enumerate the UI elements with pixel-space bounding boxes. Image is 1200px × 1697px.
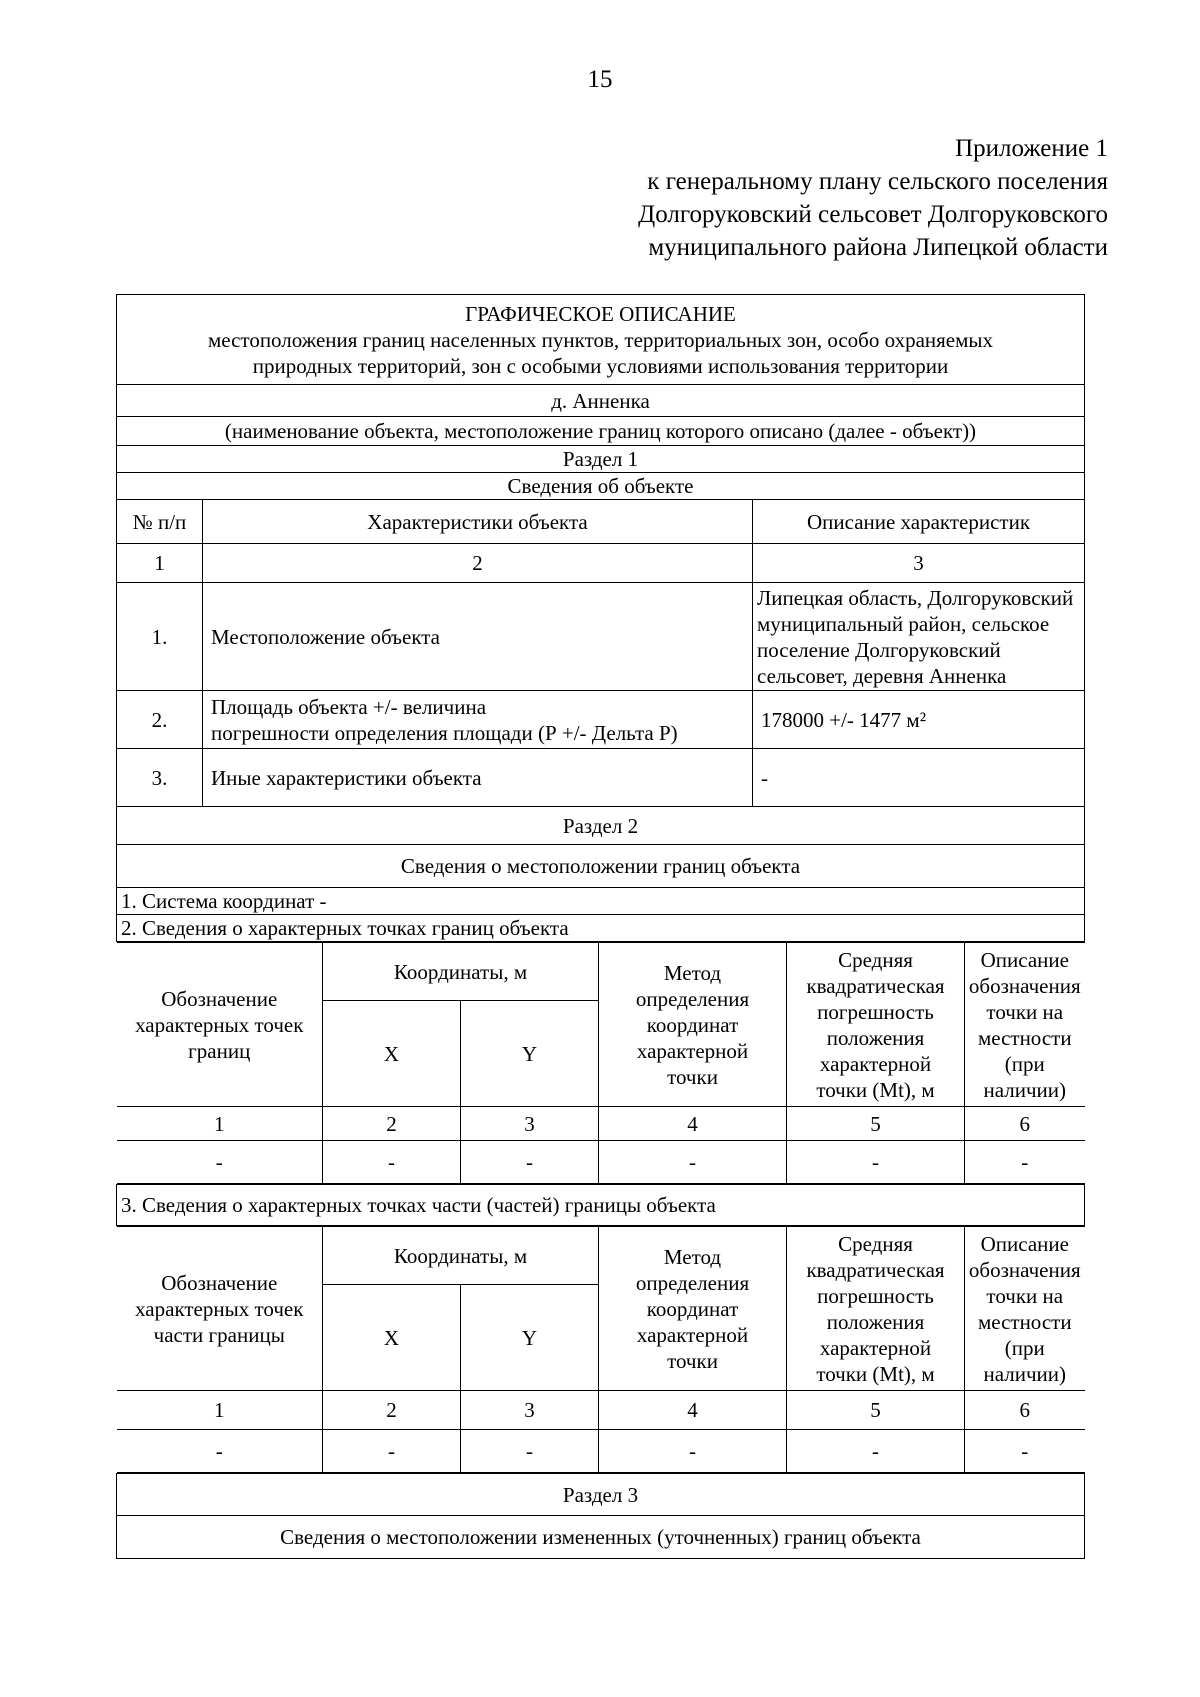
header-line: квадратическая (806, 1257, 945, 1282)
header-line: части границы (153, 1322, 285, 1347)
appendix-line: Приложение 1 (955, 135, 1108, 162)
cell: - (599, 1141, 787, 1184)
row-number: 2. (117, 691, 203, 749)
col-header-description: Описание характеристик (753, 500, 1085, 544)
header-line: точки (Mt), м (816, 1077, 935, 1102)
section-subtitle: Сведения об объекте (117, 473, 1085, 500)
header-line: определения (635, 986, 750, 1011)
col-number: 2 (203, 544, 753, 583)
th-coordinates: Координаты, м (323, 1227, 599, 1285)
header-line: наличии) (983, 1361, 1067, 1386)
table-row (117, 1141, 1085, 1184)
description-line: Липецкая область, Долгоруковский (757, 585, 1074, 610)
cell: - (787, 1430, 965, 1473)
col-number: 5 (787, 1107, 965, 1141)
appendix-block (638, 132, 1108, 264)
section-title: Раздел 3 (117, 1474, 1085, 1516)
cell: - (323, 1141, 461, 1184)
description-line: муниципальный район, сельское (757, 611, 1050, 636)
col-number: 1 (117, 544, 203, 583)
header-line: положения (826, 1309, 925, 1334)
col-number: 1 (117, 1107, 323, 1141)
col-number: 6 (965, 1391, 1085, 1430)
object-name: д. Анненка (117, 385, 1085, 417)
th-x: X (323, 1001, 461, 1107)
cell: - (323, 1430, 461, 1473)
header-line: характерных точек (135, 1012, 304, 1037)
page-number: 15 (587, 66, 613, 93)
header-line: местности (при (977, 1309, 1072, 1360)
th-error (787, 1227, 965, 1391)
header-line: Средняя (838, 1231, 913, 1256)
object-caption: (наименование объекта, местоположение границ которого описано (далее - объект)) (117, 417, 1085, 446)
section-subtitle: Сведения о местоположении измененных (уточненных) границ объекта (117, 1516, 1085, 1559)
header-line: точки (667, 1348, 718, 1373)
header-line: местности (при (977, 1025, 1072, 1076)
col-number: 3 (461, 1107, 599, 1141)
appendix-line: к генеральному плану сельского поселения (647, 168, 1108, 195)
header-line: Обозначение (161, 986, 278, 1011)
header-line: характерной (819, 1051, 932, 1076)
col-number: 6 (965, 1107, 1085, 1141)
header-line: погрешность (817, 999, 934, 1024)
document-subtitle: природных территорий, зон с особыми условиями использования территории (252, 353, 949, 378)
col-number: 3 (461, 1391, 599, 1430)
table-row (117, 583, 1085, 691)
cell: - (117, 1430, 323, 1473)
document-header (117, 295, 1085, 385)
header-line: характерной (636, 1038, 749, 1063)
header-line: точки на (986, 999, 1064, 1024)
appendix-line: Долгоруковский сельсовет Долгоруковского (638, 201, 1108, 228)
th-error (787, 943, 965, 1107)
description-line: сельсовет, деревня Анненка (757, 663, 1007, 688)
header-line: координат (646, 1012, 739, 1037)
cell: - (787, 1141, 965, 1184)
section-title: Раздел 1 (117, 446, 1085, 473)
header-line: квадратическая (806, 973, 945, 998)
description-line: поселение Долгоруковский (757, 637, 1001, 662)
cell: - (965, 1430, 1085, 1473)
header-line: Описание (980, 947, 1069, 972)
document-subtitle: местоположения границ населенных пунктов, территориальных зон, особо охраняемых (207, 327, 994, 352)
table-row (117, 691, 1085, 749)
th-point-description (965, 1227, 1085, 1391)
header-line: Метод (663, 1244, 722, 1269)
th-point-description (965, 943, 1085, 1107)
th-coordinates: Координаты, м (323, 943, 599, 1001)
col-number: 3 (753, 544, 1085, 583)
row-characteristic: Иные характеристики объекта (203, 749, 753, 807)
header-line: погрешность (817, 1283, 934, 1308)
appendix-line: муниципального района Липецкой области (648, 234, 1108, 261)
header-line: координат (646, 1296, 739, 1321)
col-number: 1 (117, 1391, 323, 1430)
cell: - (461, 1430, 599, 1473)
header-line: Описание (980, 1231, 1069, 1256)
row-description (753, 583, 1085, 691)
header-line: Обозначение (161, 1270, 278, 1295)
row-description: - (753, 749, 1085, 807)
header-line: положения (826, 1025, 925, 1050)
table-row (117, 1430, 1085, 1473)
col-number: 2 (323, 1107, 461, 1141)
col-number: 2 (323, 1391, 461, 1430)
table-row (117, 749, 1085, 807)
header-line: характерной (636, 1322, 749, 1347)
cell: - (117, 1141, 323, 1184)
document-title: ГРАФИЧЕСКОЕ ОПИСАНИЕ (465, 301, 736, 326)
row-description: 178000 +/- 1477 м² (753, 691, 1085, 749)
th-x: X (323, 1285, 461, 1391)
th-y: Y (461, 1285, 599, 1391)
part-points-table (117, 1226, 1085, 1473)
cell: - (965, 1141, 1085, 1184)
th-method (599, 1227, 787, 1391)
header-line: обозначения (968, 1257, 1081, 1282)
col-number: 4 (599, 1391, 787, 1430)
header-line: наличии) (983, 1077, 1067, 1102)
graphic-description-table (116, 294, 1085, 1559)
header-line: Средняя (838, 947, 913, 972)
row-number: 1. (117, 583, 203, 691)
points-title: 2. Сведения о характерных точках границ объекта (117, 915, 1085, 942)
header-line: Метод (663, 960, 722, 985)
boundary-points-table (117, 942, 1085, 1184)
col-header-number: № п/п (117, 500, 203, 544)
col-header-characteristic: Характеристики объекта (203, 500, 753, 544)
characteristic-line: Площадь объекта +/- величина (211, 694, 487, 719)
header-line: границ (188, 1038, 251, 1063)
row-number: 3. (117, 749, 203, 807)
col-number: 5 (787, 1391, 965, 1430)
parts-title: 3. Сведения о характерных точках части (частей) границы объекта (117, 1185, 1085, 1226)
section-title: Раздел 2 (117, 807, 1085, 845)
header-line: характерной (819, 1335, 932, 1360)
section-subtitle: Сведения о местоположении границ объекта (117, 845, 1085, 888)
header-line: характерных точек (135, 1296, 304, 1321)
header-line: точки (667, 1064, 718, 1089)
coordinate-system: 1. Система координат - (117, 888, 1085, 915)
cell: - (461, 1141, 599, 1184)
th-method (599, 943, 787, 1107)
row-characteristic: Местоположение объекта (203, 583, 753, 691)
th-designation (117, 943, 323, 1107)
characteristic-line: погрешности определения площади (Р +/- Дельта Р) (211, 720, 678, 745)
col-number: 4 (599, 1107, 787, 1141)
boundary-points-block (117, 942, 1085, 1185)
header-line: обозначения (968, 973, 1081, 998)
header-line: точки на (986, 1283, 1064, 1308)
th-y: Y (461, 1001, 599, 1107)
header-line: точки (Mt), м (816, 1361, 935, 1386)
cell: - (599, 1430, 787, 1473)
header-line: определения (635, 1270, 750, 1295)
row-characteristic (203, 691, 753, 749)
part-points-block (117, 1226, 1085, 1474)
th-designation (117, 1227, 323, 1391)
